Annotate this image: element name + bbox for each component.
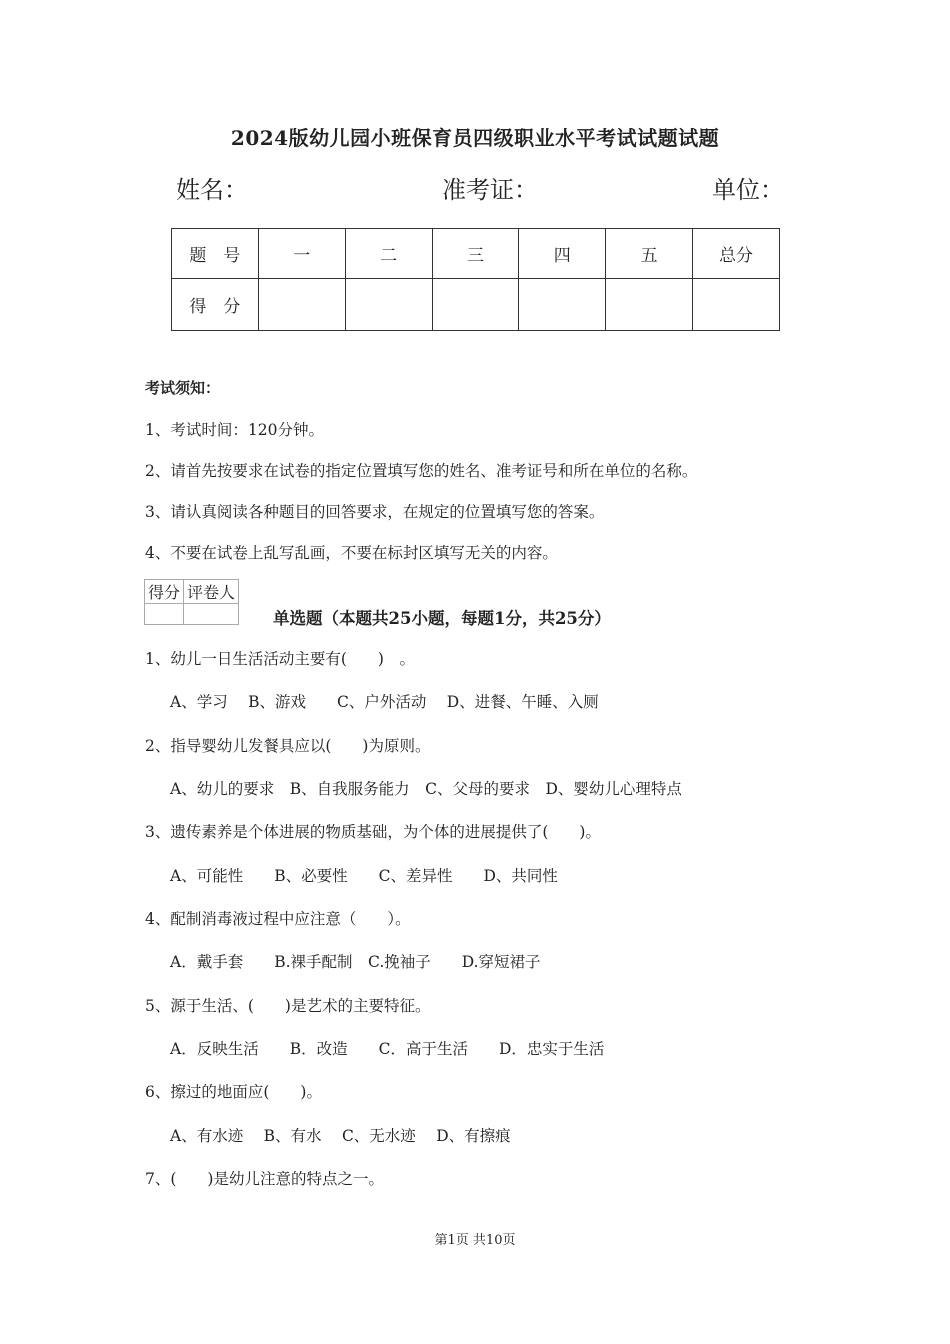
score-table-header-row — [172, 229, 780, 279]
note-item: 2、请首先按要求在试卷的指定位置填写您的姓名、准考证号和所在单位的名称。 — [145, 462, 698, 480]
score-table-header-cell: 总分 — [693, 229, 780, 279]
score-table-header-cell: 四 — [519, 229, 606, 279]
grader-name-label: 评卷人 — [184, 580, 239, 604]
score-cell[interactable] — [606, 279, 693, 331]
note-item: 4、不要在试卷上乱写乱画，不要在标封区填写无关的内容。 — [145, 544, 558, 562]
grader-box — [144, 579, 239, 625]
score-cell[interactable] — [345, 279, 432, 331]
question-text: 3、遗传素养是个体进展的物质基础，为个体的进展提供了( )。 — [145, 823, 601, 841]
score-label: 得 分 — [172, 279, 259, 331]
grader-name-cell[interactable] — [184, 604, 239, 625]
page-footer: 第1页 共10页 — [434, 1233, 516, 1248]
grader-score-label: 得分 — [145, 580, 184, 604]
score-cell[interactable] — [693, 279, 780, 331]
name-label: 姓名： — [176, 176, 248, 204]
score-table — [171, 228, 780, 331]
score-cell[interactable] — [432, 279, 519, 331]
grader-score-cell[interactable] — [145, 604, 184, 625]
question-options: A、可能性 B、必要性 C、差异性 D、共同性 — [170, 867, 558, 885]
question-text: 1、幼儿一日生活活动主要有( ) 。 — [145, 650, 415, 668]
question-text: 7、( )是幼儿注意的特点之一。 — [145, 1170, 384, 1188]
section-title: 单选题（本题共25小题，每题1分，共25分） — [273, 609, 611, 628]
question-text: 6、擦过的地面应( )。 — [145, 1083, 322, 1101]
note-item: 3、请认真阅读各种题目的回答要求，在规定的位置填写您的答案。 — [145, 503, 605, 521]
score-table-header-cell: 五 — [606, 229, 693, 279]
note-item: 1、考试时间：120分钟。 — [145, 421, 324, 439]
unit-label: 单位： — [712, 176, 784, 204]
page-title: 2024版幼儿园小班保育员四级职业水平考试试题试题 — [230, 126, 720, 150]
question-options: A．戴手套 B.裸手配制 C.挽袖子 D.穿短裙子 — [170, 953, 541, 971]
score-cell[interactable] — [519, 279, 606, 331]
score-table-header-cell: 二 — [345, 229, 432, 279]
exam-id-label: 准考证： — [442, 176, 538, 204]
question-options: A、学习 B、游戏 C、户外活动 D、进餐、午睡、入厕 — [170, 693, 599, 711]
score-table-header-cell: 三 — [432, 229, 519, 279]
score-table-score-row — [172, 279, 780, 331]
question-options: A．反映生活 B．改造 C．高于生活 D．忠实于生活 — [170, 1040, 605, 1058]
question-options: A、有水迹 B、有水 C、无水迹 D、有擦痕 — [170, 1127, 511, 1145]
question-text: 5、源于生活、( )是艺术的主要特征。 — [145, 997, 431, 1015]
question-text: 4、配制消毒液过程中应注意（ ）。 — [145, 910, 411, 928]
score-table-header-cell: 题 号 — [172, 229, 259, 279]
score-table-header-cell: 一 — [258, 229, 345, 279]
score-cell[interactable] — [258, 279, 345, 331]
question-options: A、幼儿的要求 B、自我服务能力 C、父母的要求 D、婴幼儿心理特点 — [170, 780, 682, 798]
notes-title: 考试须知： — [145, 379, 221, 397]
question-text: 2、指导婴幼儿发餐具应以( )为原则。 — [145, 737, 431, 755]
